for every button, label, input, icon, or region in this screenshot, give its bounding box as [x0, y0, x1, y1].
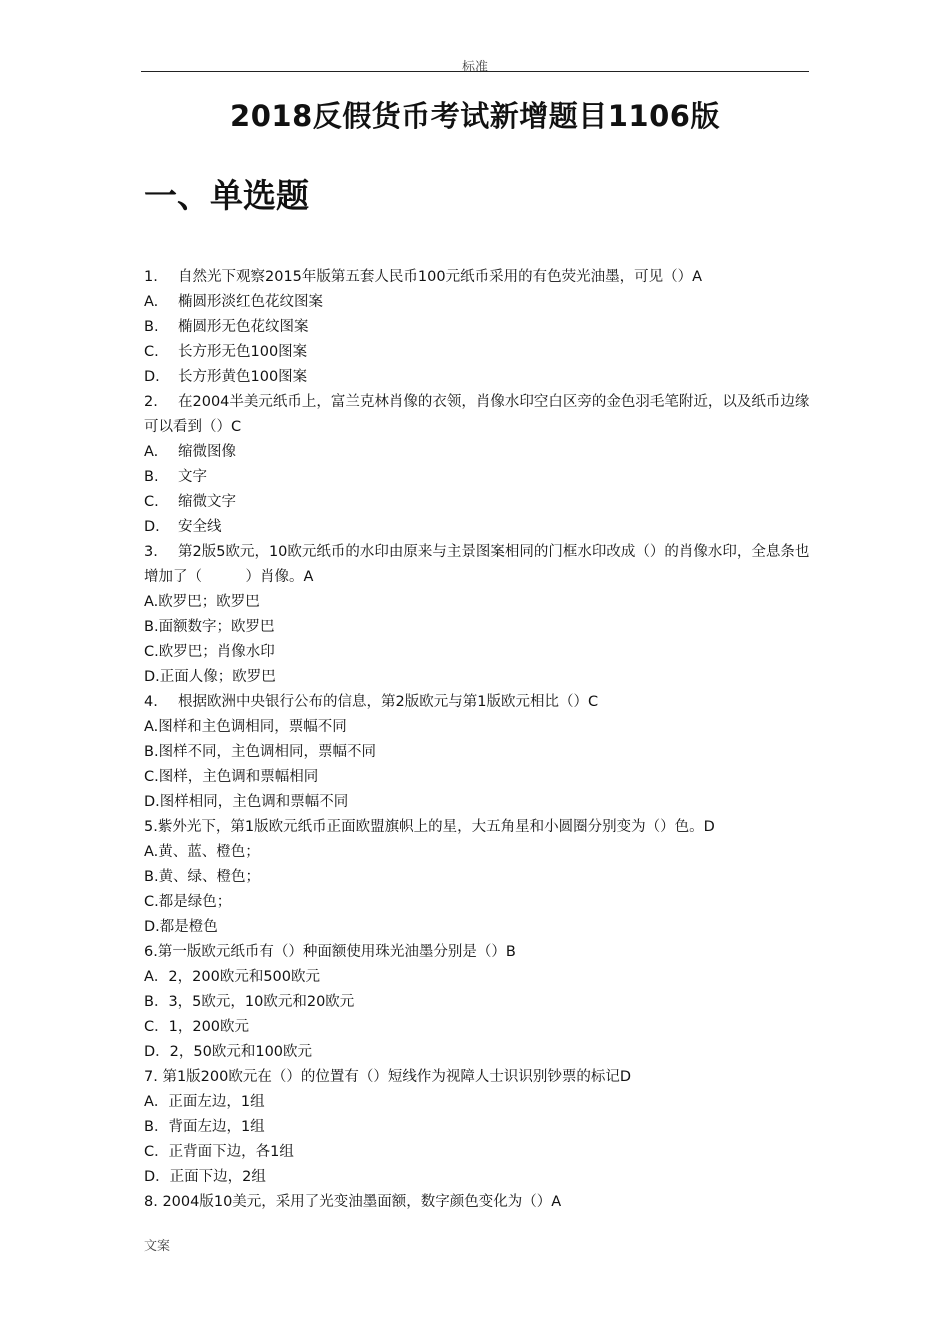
option-label: C. [144, 894, 159, 910]
header-rule [141, 71, 809, 72]
question-number: 3. [144, 544, 158, 560]
question-2 [144, 390, 810, 440]
option-label: A. [144, 294, 159, 310]
option-label: D. [144, 669, 160, 685]
option-label: A. [144, 844, 159, 860]
option [144, 1040, 810, 1065]
option-label: D． [144, 1169, 170, 1185]
option-text: 都是橙色 [159, 919, 218, 935]
option-label: B. [144, 744, 159, 760]
question-text: 紫外光下，第1版欧元纸币正面欧盟旗帜上的星，大五角星和小圆圈分别变为（）色。D [157, 819, 715, 835]
option-text: 黄、蓝、橙色； [158, 844, 260, 860]
question-number: 8. [144, 1194, 158, 1210]
option [144, 365, 810, 390]
option-text: 长方形黄色100图案 [178, 369, 308, 385]
option-text: 文字 [178, 469, 207, 485]
page-footer: 文案 [144, 1239, 171, 1254]
option-text: 安全线 [178, 519, 222, 535]
option [144, 990, 810, 1015]
option [144, 1140, 810, 1165]
option-text: 欧罗巴；肖像水印 [158, 644, 275, 660]
option-text: 椭圆形淡红色花纹图案 [178, 294, 323, 310]
option [144, 290, 810, 315]
option [144, 490, 810, 515]
option-label: C. [144, 644, 159, 660]
question-text: 根据欧洲中央银行公布的信息，第2版欧元与第1版欧元相比（）C [178, 694, 599, 710]
option [144, 965, 810, 990]
page-header: 标准 [461, 60, 488, 75]
question-text: 2004版10美元，采用了光变油墨面额，数字颜色变化为（）A [162, 1194, 562, 1210]
option-text: 正背面下边，各1组 [168, 1144, 294, 1160]
option-text: 都是绿色； [158, 894, 232, 910]
question-6 [144, 940, 810, 965]
option-label: C. [144, 769, 159, 785]
option [144, 1165, 810, 1190]
option-label: D. [144, 369, 160, 385]
question-number: 7. [144, 1069, 158, 1085]
option-label: C． [144, 1019, 169, 1035]
option-label: C. [144, 344, 159, 360]
option-text: 图样不同，主色调相同，票幅不同 [158, 744, 377, 760]
question-8 [144, 1190, 810, 1215]
question-1 [144, 265, 810, 290]
option-label: B. [144, 869, 159, 885]
option-label: A. [144, 719, 159, 735]
option-text: 2，50欧元和100欧元 [169, 1044, 313, 1060]
option [144, 665, 810, 690]
option-label: D. [144, 919, 160, 935]
option-text: 缩微图像 [178, 444, 236, 460]
option-text: 长方形无色100图案 [178, 344, 308, 360]
option [144, 590, 810, 615]
option-label: B. [144, 619, 159, 635]
option [144, 915, 810, 940]
option-label: C. [144, 494, 159, 510]
option [144, 640, 810, 665]
option [144, 315, 810, 340]
option [144, 765, 810, 790]
question-number: 6. [144, 944, 158, 960]
option [144, 840, 810, 865]
option [144, 790, 810, 815]
option [144, 615, 810, 640]
question-number: 4. [144, 694, 158, 710]
option-text: 图样和主色调相同，票幅不同 [158, 719, 347, 735]
option [144, 740, 810, 765]
option [144, 865, 810, 890]
option-text: 正面左边，1组 [168, 1094, 265, 1110]
option [144, 440, 810, 465]
question-number: 1. [144, 269, 158, 285]
option-label: B． [144, 1119, 169, 1135]
question-3 [144, 540, 810, 590]
option [144, 890, 810, 915]
question-number: 2. [144, 394, 158, 410]
option-text: 黄、绿、橙色； [158, 869, 261, 885]
option-label: B. [144, 469, 159, 485]
question-number: 5. [144, 819, 158, 835]
question-text: 第2版5欧元，10欧元纸币的水印由原来与主景图案相同的门框水印改成（）的肖像水印，全息条也增加了（ ）肖像。A [144, 544, 810, 585]
question-text: 在2004半美元纸币上，富兰克林肖像的衣领，肖像水印空白区旁的金色羽毛笔附近，以及纸币边缘可以看到（）C [144, 394, 810, 435]
question-text: 第1版200欧元在（）的位置有（）短线作为视障人士识识别钞票的标记D [162, 1069, 632, 1085]
option-text: 面额数字；欧罗巴 [158, 619, 275, 635]
option-text: 背面左边，1组 [168, 1119, 265, 1135]
option-label: C． [144, 1144, 169, 1160]
question-text: 第一版欧元纸币有（）种面额使用珠光油墨分别是（）B [157, 944, 516, 960]
option [144, 515, 810, 540]
option [144, 1015, 810, 1040]
option-text: 1，200欧元 [168, 1019, 250, 1035]
option-text: 2，200欧元和500欧元 [168, 969, 320, 985]
option-label: B. [144, 319, 159, 335]
option [144, 465, 810, 490]
document-title: 2018反假货币考试新增题目1106版 [230, 99, 720, 133]
option [144, 715, 810, 740]
option-label: A． [144, 1094, 169, 1110]
option [144, 1090, 810, 1115]
option-text: 正面人像；欧罗巴 [159, 669, 276, 685]
option-label: A. [144, 594, 159, 610]
question-4 [144, 690, 810, 715]
option-label: A. [144, 444, 159, 460]
option-label: D． [144, 1044, 170, 1060]
option-label: D. [144, 794, 160, 810]
option-label: A． [144, 969, 169, 985]
option-text: 欧罗巴；欧罗巴 [158, 594, 260, 610]
option-text: 缩微文字 [178, 494, 236, 510]
option-text: 椭圆形无色花纹图案 [178, 319, 309, 335]
option [144, 340, 810, 365]
option-label: B． [144, 994, 169, 1010]
option-text: 3，5欧元，10欧元和20欧元 [168, 994, 355, 1010]
question-text: 自然光下观察2015年版第五套人民币100元纸币采用的有色荧光油墨，可见（）A [178, 269, 702, 285]
question-7 [144, 1065, 810, 1090]
option-text: 图样相同，主色调和票幅不同 [159, 794, 349, 810]
question-list [144, 265, 810, 1215]
option-text: 图样，主色调和票幅相同 [158, 769, 319, 785]
question-5 [144, 815, 810, 840]
section-heading: 一、单选题 [144, 176, 309, 215]
option [144, 1115, 810, 1140]
option-label: D. [144, 519, 160, 535]
option-text: 正面下边，2组 [169, 1169, 266, 1185]
